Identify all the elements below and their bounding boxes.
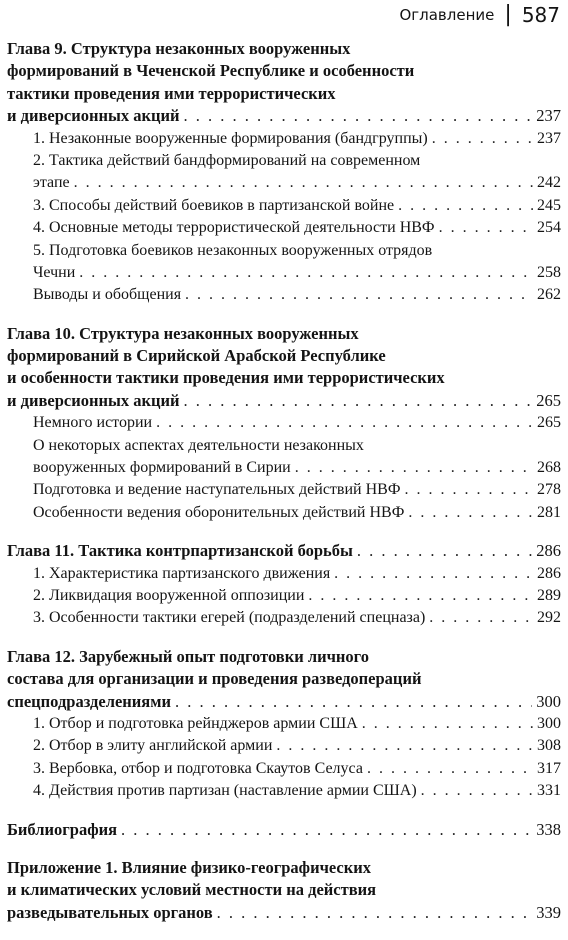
- toc-entry: [7, 479, 561, 501]
- table-of-contents: [7, 38, 561, 940]
- appendix-1: [7, 857, 561, 924]
- chapter-title-line: Приложение 1. Влияние физико-географических: [7, 857, 372, 877]
- dot-leader: [175, 691, 532, 713]
- chapter-title-line: Глава 10. Структура незаконных вооруженных: [7, 323, 359, 343]
- dot-leader: [184, 390, 533, 412]
- bibliography-section: [7, 819, 561, 841]
- entry-page: 331: [537, 782, 561, 800]
- entry-text: 4. Основные методы террористической деятельности НВФ: [33, 219, 435, 237]
- entry-text: Немного истории: [33, 414, 153, 432]
- chapter-title-line: формирований в Сирийской Арабской Республике: [7, 346, 386, 366]
- entry-text: 1. Незаконные вооруженные формирования (бандгруппы): [33, 129, 428, 147]
- page-number: 587: [521, 3, 560, 27]
- dot-leader: [408, 502, 533, 524]
- dot-leader: [184, 105, 533, 127]
- entry-page: 245: [537, 196, 561, 214]
- dot-leader: [404, 479, 533, 501]
- entry-page: 258: [537, 263, 561, 281]
- chapter-9: [7, 38, 561, 307]
- header-separator: |: [504, 2, 512, 27]
- entry-page: 308: [537, 737, 561, 755]
- entry-text: 4. Действия против партизан (наставление армии США): [33, 782, 417, 800]
- toc-entry: [7, 607, 561, 629]
- entry-text: Особенности ведения оборонительных действий НВФ: [33, 503, 405, 521]
- chapter-title-line: формирований в Чеченской Республике и особенности: [7, 61, 415, 81]
- chapter-title-text: Глава 11. Тактика контрпартизанской борьбы: [7, 541, 353, 561]
- toc-entry: [7, 412, 561, 434]
- dot-leader: [276, 735, 533, 757]
- entry-page: 317: [537, 759, 561, 777]
- chapter-title-line: тактики проведения ими террористических: [7, 83, 336, 103]
- chapter-title-line: и климатических условий местности на действия: [7, 880, 377, 900]
- chapter-title-line: Глава 12. Зарубежный опыт подготовки личного: [7, 646, 370, 666]
- toc-entry: [7, 758, 561, 780]
- chapter-title-text: и диверсионных акций: [7, 106, 180, 126]
- entry-text: Подготовка и ведение наступательных действий НВФ: [33, 481, 401, 499]
- entry-text: Чечни: [33, 263, 76, 281]
- chapter-page: 338: [536, 819, 561, 839]
- toc-entry: [7, 713, 561, 735]
- dot-leader: [398, 195, 533, 217]
- toc-entry: [7, 217, 561, 239]
- entry-text: 3. Особенности тактики егерей (подразделений спецназа): [33, 609, 426, 627]
- toc-entry: [7, 780, 561, 802]
- chapter-page: 300: [536, 691, 561, 711]
- dot-leader: [217, 902, 533, 924]
- toc-entry: [7, 284, 561, 306]
- toc-entry: [7, 128, 561, 150]
- dot-leader: [79, 262, 533, 284]
- chapter-title-line: [7, 105, 561, 127]
- entry-page: 262: [537, 286, 561, 304]
- entry-text: 3. Способы действий боевиков в партизанской войне: [33, 196, 395, 214]
- chapter-title-line: [7, 540, 561, 562]
- toc-entry: [7, 195, 561, 217]
- entry-text: Выводы и обобщения: [33, 286, 182, 304]
- chapter-title-line: состава для организации и проведения разведопераций: [7, 669, 422, 689]
- entry-page: 286: [537, 564, 561, 582]
- entry-text: этапе: [33, 174, 70, 192]
- entry-text: 2. Ликвидация вооруженной оппозиции: [33, 586, 305, 604]
- chapter-title-text: и диверсионных акций: [7, 390, 180, 410]
- entry-text: 3. Вербовка, отбор и подготовка Скаутов Селуса: [33, 759, 363, 777]
- chapter-title-line: [7, 902, 561, 924]
- chapter-title-line: и особенности тактики проведения ими террористических: [7, 368, 445, 388]
- chapter-11: [7, 540, 561, 630]
- chapter-page: 237: [536, 106, 561, 126]
- entry-page: 254: [537, 219, 561, 237]
- entry-text: 1. Отбор и подготовка рейнджеров армии США: [33, 714, 358, 732]
- toc-entry: [7, 262, 561, 284]
- dot-leader: [429, 607, 533, 629]
- dot-leader: [334, 563, 533, 585]
- chapter-title-line: [7, 819, 561, 841]
- chapter-page: 339: [536, 902, 561, 922]
- dot-leader: [432, 128, 533, 150]
- appendix-title-text: разведывательных органов: [7, 902, 213, 922]
- chapter-title-line: Глава 9. Структура незаконных вооруженных: [7, 39, 351, 58]
- toc-entry: [7, 457, 561, 479]
- chapter-page: 265: [536, 390, 561, 410]
- dot-leader: [308, 585, 533, 607]
- entry-page: 281: [537, 503, 561, 521]
- chapter-10: [7, 323, 561, 525]
- chapter-12: [7, 646, 561, 803]
- dot-leader: [421, 780, 533, 802]
- toc-entry-line: 2. Тактика действий бандформирований на современном: [33, 151, 421, 169]
- dot-leader: [121, 819, 532, 841]
- dot-leader: [357, 540, 532, 562]
- dot-leader: [74, 172, 533, 194]
- dot-leader: [362, 713, 533, 735]
- toc-entry: [7, 502, 561, 524]
- toc-entry: [7, 563, 561, 585]
- toc-entry-line: 5. Подготовка боевиков незаконных вооруженных отрядов: [33, 241, 433, 259]
- entry-page: 265: [537, 414, 561, 432]
- running-header: [399, 2, 560, 28]
- entry-page: 289: [537, 586, 561, 604]
- entry-page: 268: [537, 459, 561, 477]
- entry-text: 2. Отбор в элиту английской армии: [33, 737, 273, 755]
- chapter-title-line: [7, 390, 561, 412]
- entry-page: 292: [537, 609, 561, 627]
- entry-page: 242: [537, 174, 561, 192]
- chapter-title-line: [7, 691, 561, 713]
- entry-page: 300: [537, 714, 561, 732]
- dot-leader: [367, 758, 533, 780]
- entry-page: 237: [537, 129, 561, 147]
- entry-text: 1. Характеристика партизанского движения: [33, 564, 331, 582]
- section-title: Оглавление: [399, 6, 495, 24]
- toc-entry: [7, 585, 561, 607]
- chapter-title-text: спецподразделениями: [7, 691, 171, 711]
- dot-leader: [156, 412, 533, 434]
- toc-entry-line: О некоторых аспектах деятельности незаконных: [33, 436, 364, 454]
- dot-leader: [439, 217, 533, 239]
- dot-leader: [295, 457, 533, 479]
- toc-entry: [7, 172, 561, 194]
- entry-page: 278: [537, 481, 561, 499]
- dot-leader: [185, 284, 533, 306]
- toc-entry: [7, 735, 561, 757]
- bibliography-title: Библиография: [7, 819, 118, 839]
- entry-text: вооруженных формирований в Сирии: [33, 459, 291, 477]
- chapter-page: 286: [536, 541, 561, 561]
